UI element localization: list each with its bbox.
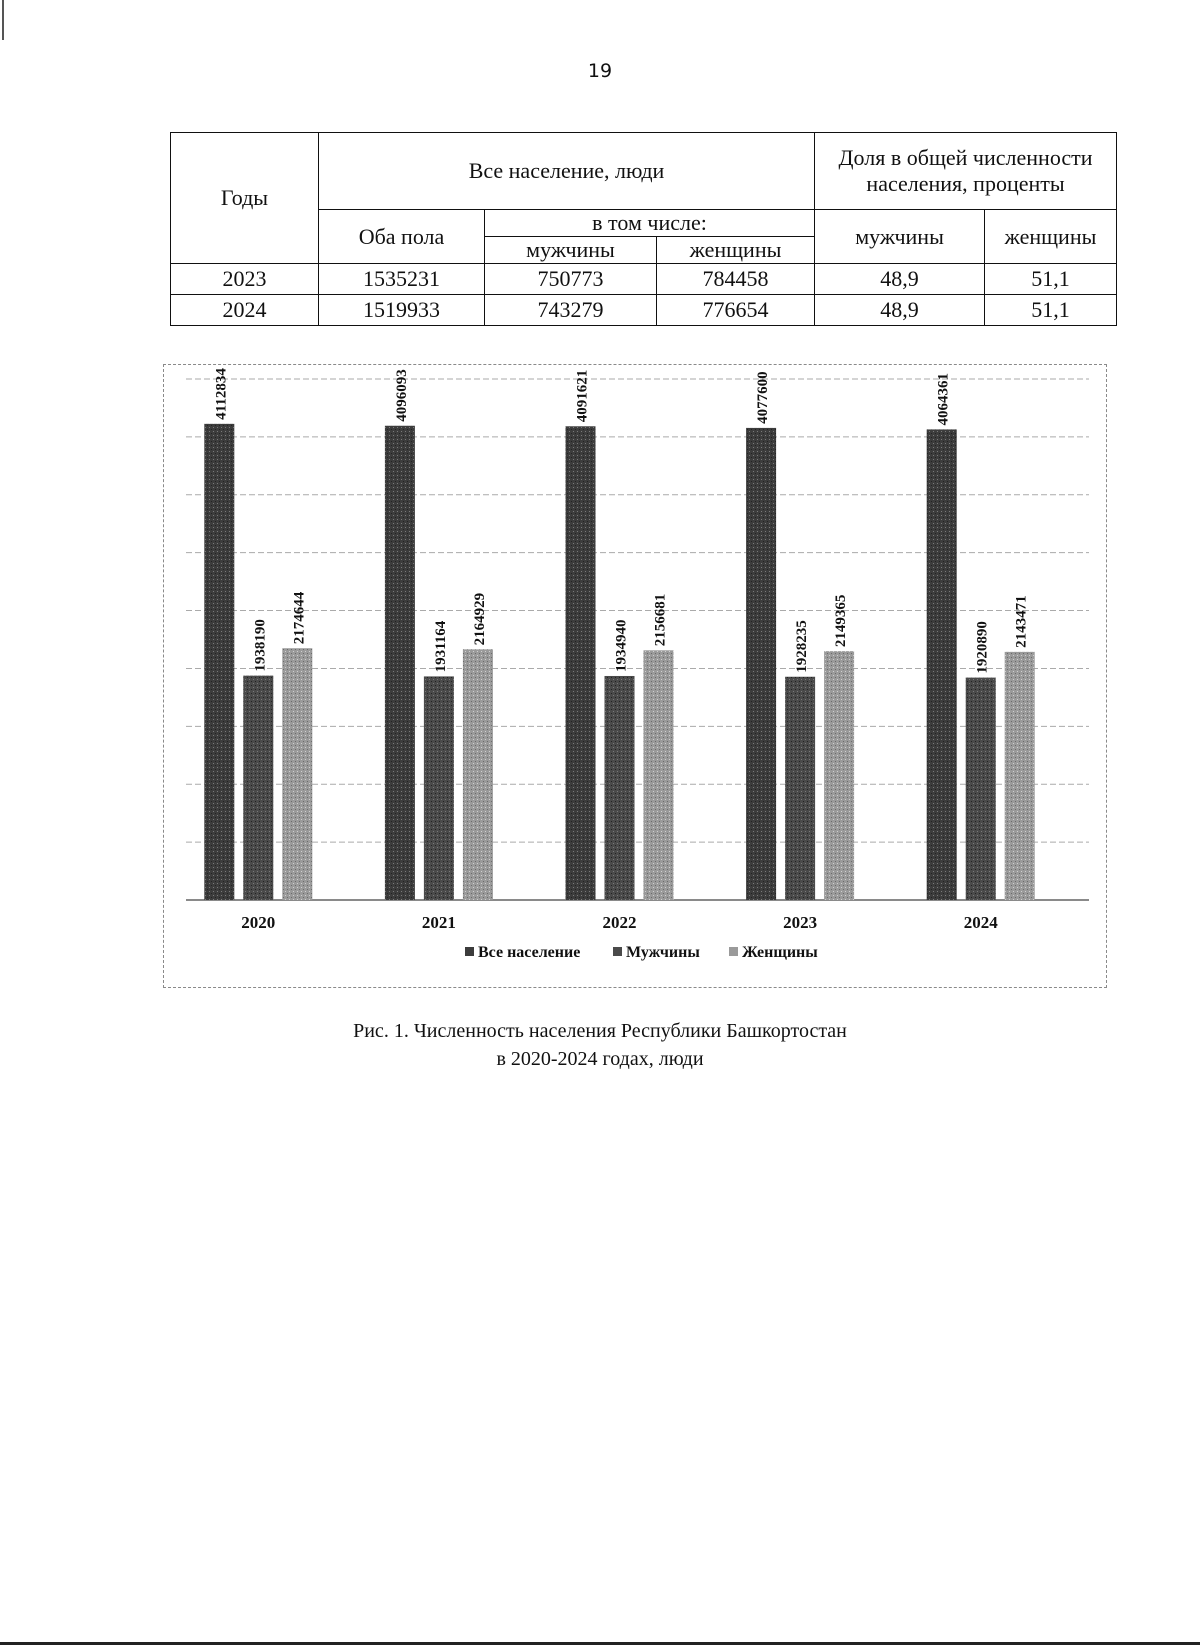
legend-label: Женщины (742, 944, 818, 961)
header-women: женщины (657, 237, 815, 264)
data-label: 1920890 (974, 621, 991, 674)
table-header-row (171, 133, 1117, 210)
header-share: Доля в общей численности населения, проценты (815, 133, 1117, 210)
data-label: 2156681 (652, 593, 669, 647)
header-men: мужчины (485, 237, 657, 264)
data-label: 1931164 (432, 620, 449, 673)
bar (1005, 652, 1035, 900)
page-number: 19 (587, 60, 613, 82)
bar (463, 649, 493, 900)
cell-year: 2023 (171, 264, 319, 295)
data-label: 4096093 (393, 369, 410, 422)
data-label: 4091621 (574, 369, 591, 423)
data-label: 1938190 (252, 619, 269, 672)
bar (966, 678, 996, 900)
figure-caption (0, 1017, 1200, 1073)
cell-men: 743279 (485, 295, 657, 326)
header-years: Годы (171, 133, 319, 264)
x-tick-label: 2024 (963, 913, 998, 932)
header-share-men: мужчины (815, 210, 985, 264)
data-label: 1934940 (613, 619, 630, 672)
table-row (171, 264, 1117, 295)
bar (424, 676, 454, 900)
bar (824, 651, 854, 900)
bar (385, 426, 415, 900)
data-label: 2149365 (833, 594, 850, 648)
legend-label: Мужчины (626, 944, 700, 961)
cell-both: 1519933 (319, 295, 485, 326)
cell-share-women: 51,1 (985, 295, 1117, 326)
legend-swatch (729, 947, 738, 956)
x-tick-label: 2022 (602, 913, 637, 932)
data-label: 2164929 (471, 592, 488, 646)
legend-swatch (465, 947, 474, 956)
header-share-women: женщины (985, 210, 1117, 264)
bar (605, 676, 635, 900)
cell-share-women: 51,1 (985, 264, 1117, 295)
legend-swatch (613, 947, 622, 956)
population-table (170, 132, 1117, 326)
header-both-sexes: Оба пола (319, 210, 485, 264)
header-all-population: Все население, люди (319, 133, 815, 210)
data-label: 1928235 (794, 620, 811, 673)
data-label: 2174644 (291, 591, 308, 645)
cell-both: 1535231 (319, 264, 485, 295)
data-label: 4112834 (213, 368, 230, 420)
population-chart (163, 364, 1107, 988)
cell-men: 750773 (485, 264, 657, 295)
bar (644, 650, 674, 900)
cell-women: 784458 (657, 264, 815, 295)
bar (243, 676, 273, 900)
bar (785, 677, 815, 900)
data-label: 2143471 (1013, 595, 1030, 648)
page-edge (2, 0, 4, 40)
data-label: 4064361 (935, 372, 952, 426)
bar (282, 648, 312, 900)
data-label: 4077600 (755, 371, 772, 424)
bar (927, 429, 957, 900)
caption-line: в 2020-2024 годах, люди (496, 1048, 704, 1070)
bar (204, 424, 234, 900)
legend-label: Все население (478, 944, 581, 961)
bar (566, 426, 596, 900)
x-tick-label: 2020 (241, 913, 276, 932)
table-row (171, 295, 1117, 326)
cell-share-men: 48,9 (815, 264, 985, 295)
chart-svg (164, 365, 1106, 987)
x-tick-label: 2023 (783, 913, 818, 932)
caption-line: Рис. 1. Численность населения Республики Башкортостан (353, 1020, 847, 1042)
bar (746, 428, 776, 900)
x-tick-label: 2021 (421, 913, 456, 932)
cell-year: 2024 (171, 295, 319, 326)
header-including: в том числе: (485, 210, 815, 237)
cell-women: 776654 (657, 295, 815, 326)
cell-share-men: 48,9 (815, 295, 985, 326)
